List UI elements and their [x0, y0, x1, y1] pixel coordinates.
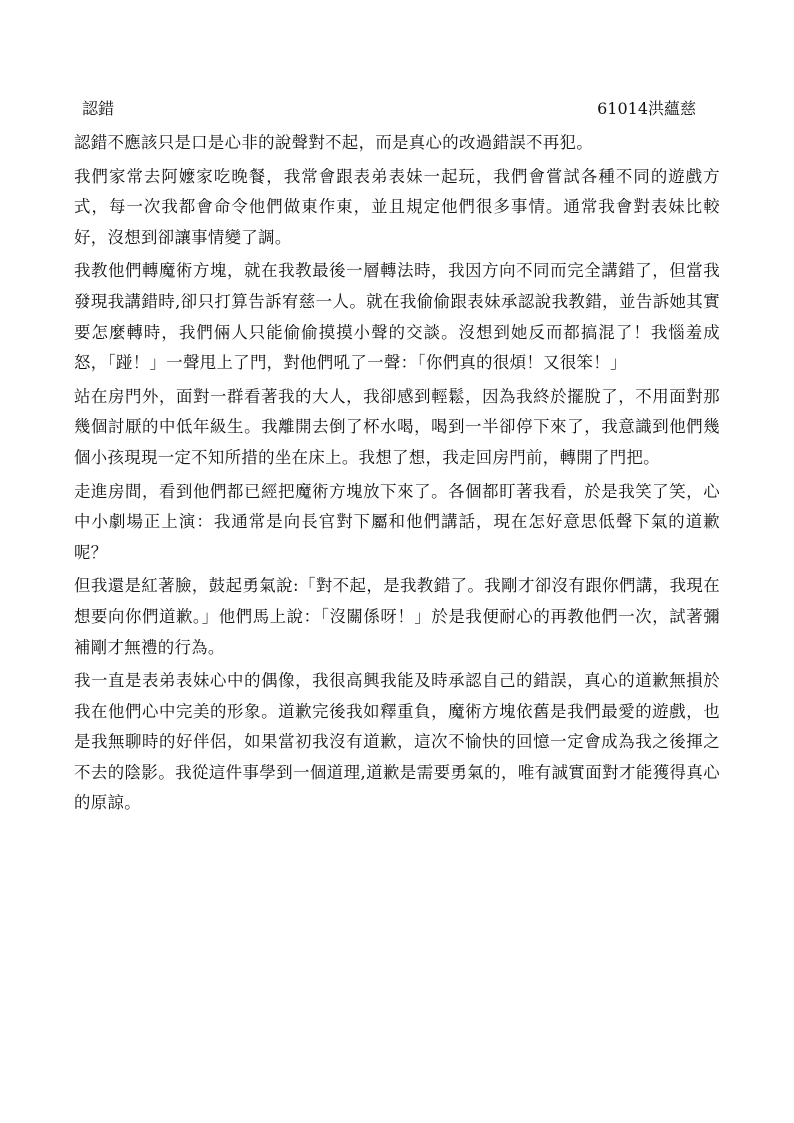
document-header	[82, 97, 696, 121]
paragraph-4: 站在房門外，面對一群看著我的大人，我卻感到輕鬆，因為我終於擺脫了，不用面對那幾個討厭的中低年級生。我離開去倒了杯水喝，喝到一半卻停下來了，我意識到他們幾個小孩現現一定不知所措的坐在床上。我想了想，我走回房門前，轉開了門把。	[74, 386, 720, 467]
paragraph-5: 走進房間，看到他們都已經把魔術方塊放下來了。各個都盯著我看，於是我笑了笑，心中小劇場正上演：我通常是向長官對下屬和他們講話，現在怎好意思低聲下氣的道歉呢？	[74, 481, 720, 562]
paragraph-3: 我教他們轉魔術方塊，就在我教最後一層轉法時，我因方向不同而完全講錯了，但當我發現我講錯時,卻只打算告訴宥慈一人。就在我偷偷跟表妹承認說我教錯，並告訴她其實要怎麼轉時，我們倆人只能偷偷摸摸小聲的交談。沒想到她反而都搞混了！我惱羞成怒，「踫！」一聲甩上了門，對他們吼了一聲：「你們真的很煩！又很笨！」	[74, 261, 720, 373]
document-body	[74, 128, 720, 822]
paragraph-6: 但我還是紅著臉，鼓起勇氣說:「對不起，是我教錯了。我剛才卻沒有跟你們講，我現在想要向你們道歉。」他們馬上說：「沒關係呀！」於是我便耐心的再教他們一次，試著彌補剛才無禮的行為。	[74, 576, 720, 657]
paragraph-2: 我們家常去阿嬤家吃晚餐，我常會跟表弟表妹一起玩，我們會嘗試各種不同的遊戲方式，每一次我都會命令他們做東作東，並且規定他們很多事情。通常我會對表妹比較好，沒想到卻讓事情變了調。	[74, 166, 720, 247]
document-title: 認錯	[82, 99, 115, 118]
author-line: 61014洪蘊慈	[597, 99, 696, 118]
paragraph-1: 認錯不應該只是口是心非的說聲對不起，而是真心的改過錯誤不再犯。	[74, 133, 593, 152]
paragraph-7: 我一直是表弟表妹心中的偶像，我很高興我能及時承認自己的錯誤，真心的道歉無損於我在他們心中完美的形象。道歉完後我如釋重負，魔術方塊依舊是我們最愛的遊戲，也是我無聊時的好伴侶，如果當初我沒有道歉，這次不愉快的回憶一定會成為我之後揮之不去的陰影。我從這件事學到一個道理,道歉是需要勇氣的，唯有誠實面對才能獲得真心的原諒。	[74, 671, 720, 813]
